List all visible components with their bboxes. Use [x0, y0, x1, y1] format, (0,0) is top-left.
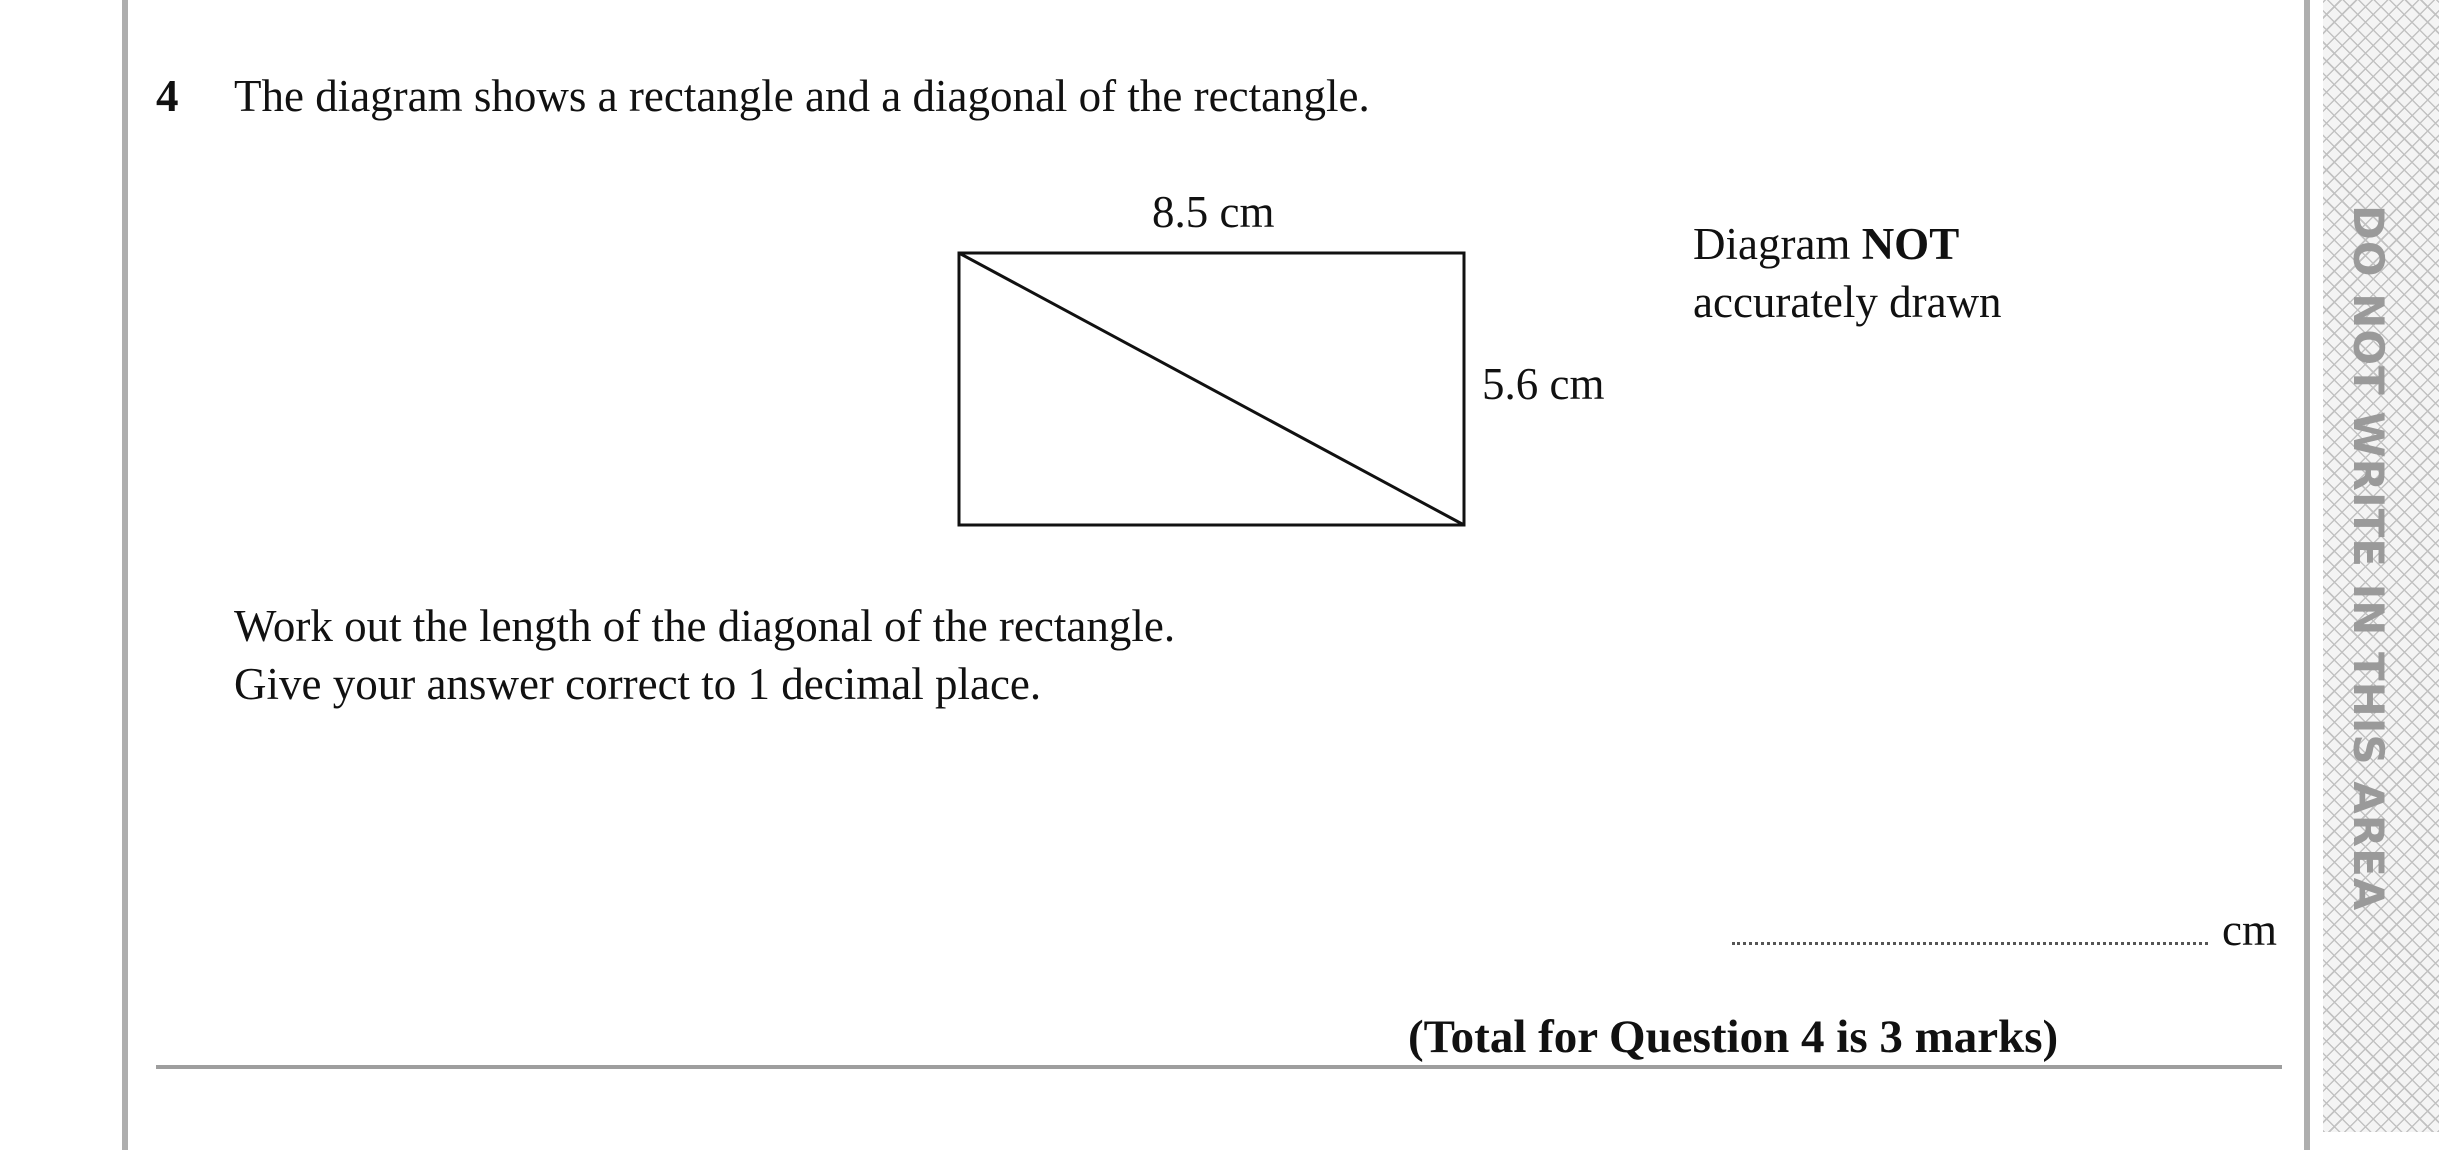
total-marks: (Total for Question 4 is 3 marks) [1408, 1011, 2059, 1063]
width-label: 8.5 cm [1152, 187, 1275, 237]
question-text: The diagram shows a rectangle and a diagonal of the rectangle. [234, 71, 1370, 121]
instruction-line-2: Give your answer correct to 1 decimal place. [234, 659, 1042, 709]
instruction-line-1: Work out the length of the diagonal of the rectangle. [234, 601, 1176, 651]
diagram-note-prefix: Diagram [1693, 219, 1862, 269]
question-divider [156, 1065, 2282, 1069]
diagram-note [1693, 215, 2002, 331]
answer-unit: cm [2222, 905, 2277, 955]
answer-line[interactable] [1732, 942, 2208, 945]
diagram-note-line1 [1693, 215, 2002, 273]
question-number: 4 [156, 71, 179, 121]
margin-warning-text: DO NOT WRITE IN THIS AREA [2344, 205, 2393, 912]
height-label: 5.6 cm [1482, 359, 1605, 409]
rectangle-diagonal [959, 253, 1464, 525]
diagram-note-bold: NOT [1861, 219, 1960, 269]
diagram-note-line2: accurately drawn [1693, 277, 2002, 327]
